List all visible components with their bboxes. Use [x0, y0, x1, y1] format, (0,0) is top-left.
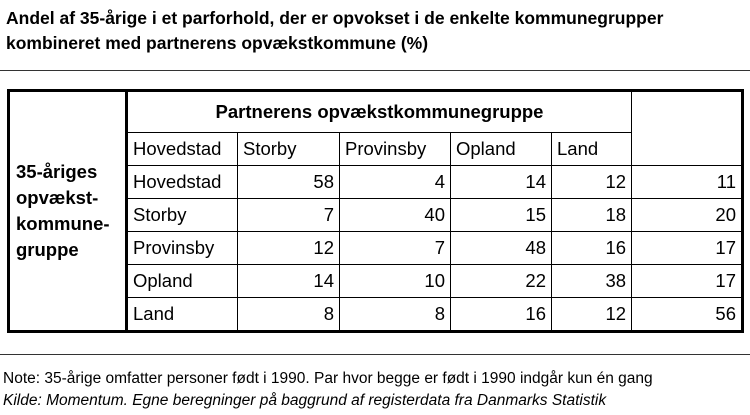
row-group-label-line: kommune-	[16, 213, 110, 234]
table-cell: 14	[238, 265, 340, 298]
table-cell: 10	[340, 265, 451, 298]
table-cell: 17	[632, 265, 743, 298]
data-table	[7, 89, 744, 333]
table-cell: 56	[632, 298, 743, 332]
row-header: Hovedstad	[127, 166, 238, 199]
table-cell: 40	[340, 199, 451, 232]
table-cell: 8	[340, 298, 451, 332]
table-cell: 12	[552, 298, 632, 332]
table-cell: 16	[451, 298, 552, 332]
table-group-header-row	[9, 91, 743, 133]
table-cell: 12	[552, 166, 632, 199]
column-header: Land	[552, 133, 632, 166]
table-cell: 38	[552, 265, 632, 298]
note-text: Note: 35-årige omfatter personer født i 1990. Par hvor begge er født i 1990 indgår kun én gang	[3, 370, 653, 387]
column-group-header: Partnerens opvækstkommunegruppe	[127, 91, 632, 133]
table-cell: 7	[340, 232, 451, 265]
table-cell: 7	[238, 199, 340, 232]
bottom-divider	[0, 354, 750, 355]
title-line-1: Andel af 35-årige i et parforhold, der er opvokset i de enkelte kommunegrupper	[6, 8, 664, 28]
table-cell: 12	[238, 232, 340, 265]
row-group-label-line: gruppe	[16, 239, 79, 260]
table-cell: 17	[632, 232, 743, 265]
table-cell: 8	[238, 298, 340, 332]
column-header: Provinsby	[340, 133, 451, 166]
footnote	[3, 368, 747, 412]
table-cell: 58	[238, 166, 340, 199]
row-header: Land	[127, 298, 238, 332]
row-group-label	[9, 91, 127, 332]
row-header: Opland	[127, 265, 238, 298]
column-header: Opland	[451, 133, 552, 166]
row-group-label-line: opvækst-	[16, 187, 99, 208]
table-cell: 14	[451, 166, 552, 199]
table-cell: 11	[632, 166, 743, 199]
table-cell: 16	[552, 232, 632, 265]
table-cell: 22	[451, 265, 552, 298]
table-cell: 4	[340, 166, 451, 199]
column-header: Hovedstad	[127, 133, 238, 166]
table-cell: 20	[632, 199, 743, 232]
title-line-2: kombineret med partnerens opvækstkommune (%)	[6, 33, 429, 53]
column-header: Storby	[238, 133, 340, 166]
row-header: Storby	[127, 199, 238, 232]
source-text: Kilde: Momentum. Egne beregninger på baggrund af registerdata fra Danmarks Statistik	[3, 392, 607, 409]
row-header: Provinsby	[127, 232, 238, 265]
page-title	[6, 6, 746, 56]
table-cell: 18	[552, 199, 632, 232]
table-cell: 15	[451, 199, 552, 232]
row-group-label-line: 35-åriges	[16, 161, 98, 182]
table-cell: 48	[451, 232, 552, 265]
top-divider	[0, 70, 750, 71]
